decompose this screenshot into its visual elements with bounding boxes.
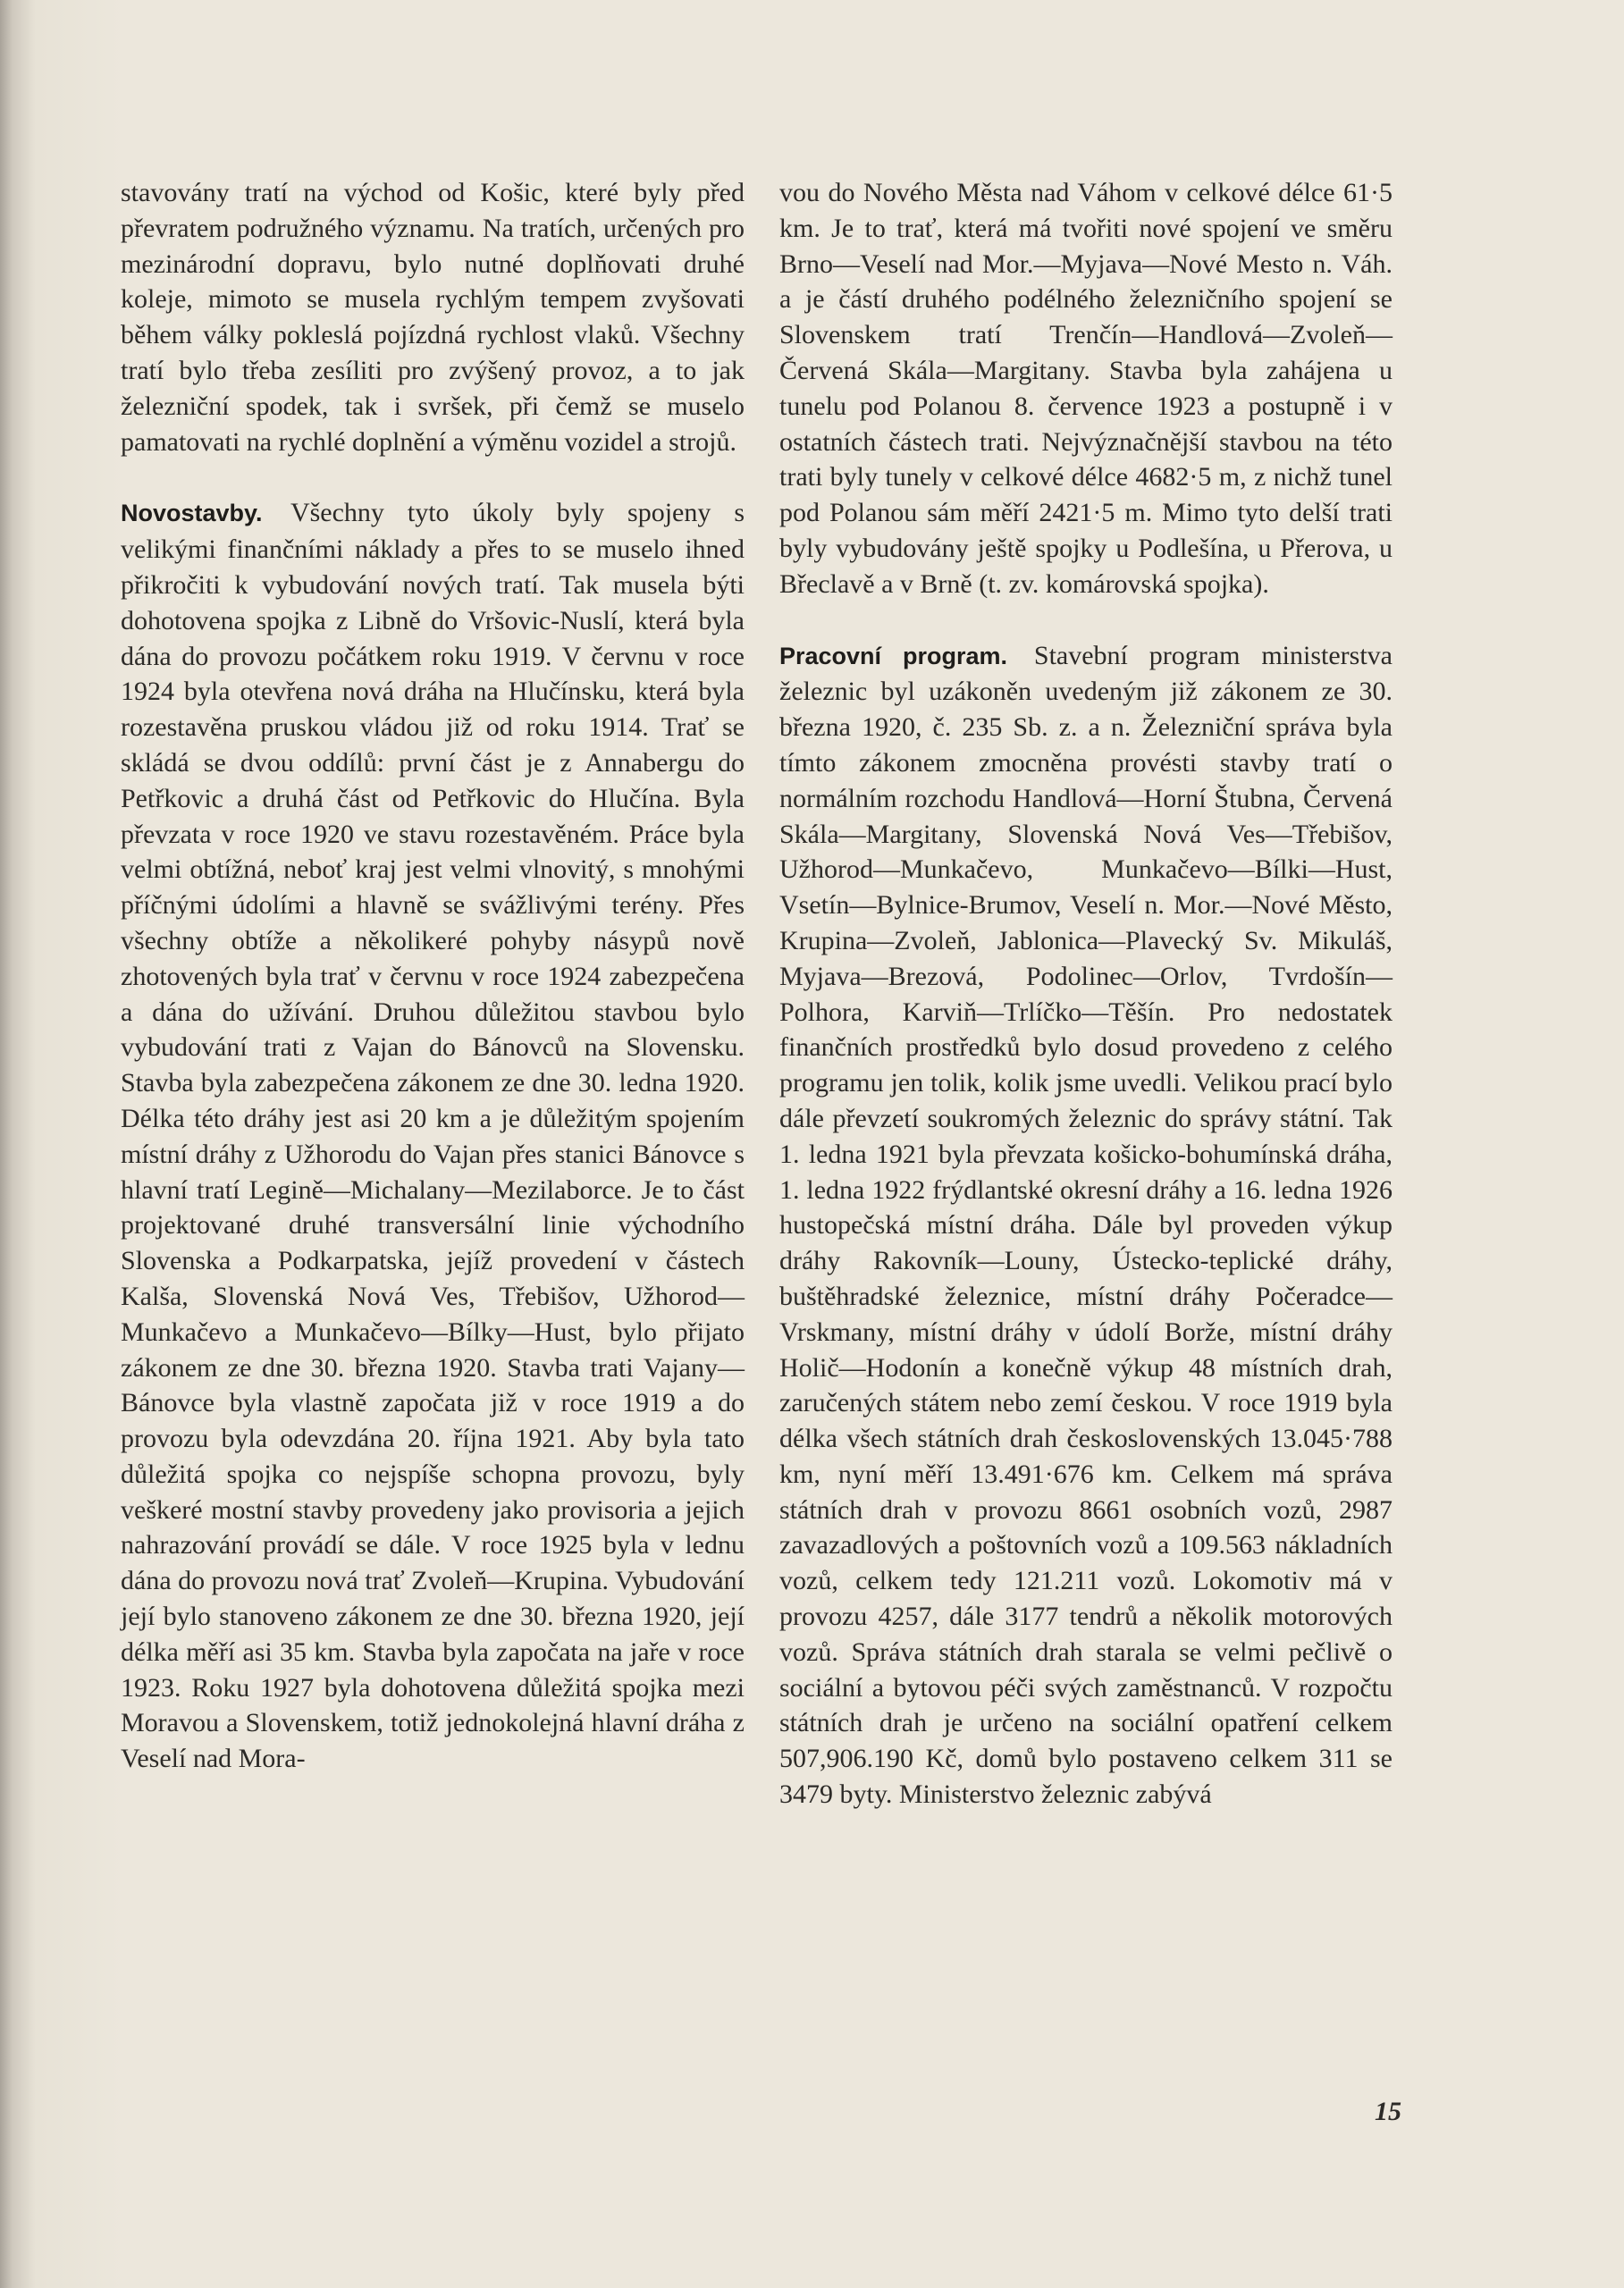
left-section-paragraph: [121, 495, 745, 1777]
section-heading-novostavby: Novostavby.: [121, 500, 263, 527]
right-intro-paragraph: vou do Nového Města nad Váhom v celkové délce 61·5 km. Je to trať, která má tvořiti nové spojení ve směru Brno—Veselí nad Mor.—Myjava—Nové Mesto n. Váh. a je částí druhého podélného železničního spojení se Slovenskem tratí Trenčín—Handlová—Zvoleň—Červená Skála—Margitany. Stavba byla zahájena u tunelu pod Polanou 8. července 1923 a postupně i v ostatních částech trati. Nejvýznačnější stavbou na této trati byly tunely v celkové délce 4682·5 m, z nichž tunel pod Polanou sám měří 2421·5 m. Mimo tyto delší trati byly vybudovány ještě spojky u Podlešína, u Přerova, u Břeclavě a v Brně (t. zv. komárovská spojka).: [779, 178, 1393, 599]
section-text-novostavby: Všechny tyto úkoly byly spojeny s velikými finančními náklady a přes to se muselo ihned přikročiti k vybudování nových tratí. Tak musela býti dohotovena spojka z Libně do Vršovic-Nuslí, která byla dána do provozu počátkem roku 1919. V červnu v roce 1924 byla otevřena nová dráha na Hlučínsku, která byla rozestavěna pruskou vládou již od roku 1914. Trať se skládá se dvou oddílů: první část je z Annabergu do Petřkovic a druhá část od Petřkovic do Hlučína. Byla převzata v roce 1920 ve stavu rozestavěném. Práce byla velmi obtížná, neboť kraj jest velmi vlnovitý, s mnohými příčnými údolími a hlavně se svážlivými terény. Přes všechny obtíže a několikeré pohyby násypů nově zhotovených byla trať v červnu v roce 1924 zabezpečena a dána do užívání. Druhou důležitou stavbou bylo vybudování trati z Vajan do Bánovců na Slovensku. Stavba byla zabezpečena zákonem ze dne 30. ledna 1920. Délka této dráhy jest asi 20 km a je důležitým spojením místní dráhy z Užhorodu do Vajan přes stanici Bánovce s hlavní tratí Legině—Michalany—Mezilaborce. Je to část projektované druhé transversální linie východního Slovenska a Podkarpatska, jejíž provedení v částech Kalša, Slovenská Nová Ves, Třebišov, Užhorod—Munkačevo a Munkačevo—Bílky—Hust, bylo přijato zákonem ze dne 30. března 1920. Stavba trati Vajany—Bánovce byla vlastně započata již v roce 1919 a do provozu byla odevzdána 20. října 1921. Aby byla tato důležitá spojka co nejspíše schopna provozu, byly veškeré mostní stavby provedeny jako provisoria a jejich nahrazování provádí se dále. V roce 1925 byla v lednu dána do provozu nová trať Zvoleň—Krupina. Vybudování její bylo stanoveno zákonem ze dne 30. března 1920, její délka měří asi 35 km. Stavba byla započata na jaře v roce 1923. Roku 1927 byla dohotovena důležitá spojka mezi Moravou a Slovenskem, totiž jednokolejná hlavní dráha z Veselí nad Mora-: [121, 498, 745, 1774]
section-text-pracovni-program: Stavební program ministerstva železnic byl uzákoněn uvedeným již zákonem ze 30. března 1920, č. 235 Sb. z. a n. Železniční správa byla tímto zákonem zmocněna provésti stavby tratí o normálním rozchodu Handlová—Horní Štubna, Červená Skála—Margitany, Slovenská Nová Ves—Třebišov, Užhorod—Munkačevo, Munkačevo—Bílki—Hust, Vsetín—Bylnice-Brumov, Veselí n. Mor.—Nové Město, Krupina—Zvoleň, Jablonica—Plavecký Sv. Mikuláš, Myjava—Brezová, Podolinec—Orlov, Tvrdošín—Polhora, Karviň—Trlíčko—Těšín. Pro nedostatek finančních prostředků bylo dosud provedeno z celého programu jen tolik, kolik jsme uvedli. Velikou prací bylo dále převzetí soukromých železnic do správy státní. Tak 1. ledna 1921 byla převzata košicko-bohumínská dráha, 1. ledna 1922 frýdlantské okresní dráhy a 16. ledna 1926 hustopečská místní dráha. Dále byl proveden výkup dráhy Rakovník—Louny, Ústecko-teplické dráhy, buštěhradské železnice, místní dráhy Počeradce—Vrskmany, místní dráhy v údolí Borže, místní dráhy Holič—Hodonín a konečně výkup 48 místních drah, zaručených státem nebo zemí českou. V roce 1919 byla délka všech státních drah československých 13.045·788 km, nyní měří 13.491·676 km. Celkem má správa státních drah v provozu 8661 osobních vozů, 2987 zavazadlových a poštovních vozů a 109.563 nákladních vozů, celkem tedy 121.211 vozů. Lokomotiv má v provozu 4257, dále 3177 tendrů a několik motorových vozů. Správa státních drah starala se velmi pečlivě o sociální a bytovou péči svých zaměstnanců. V rozpočtu státních drah je určeno na sociální opatření celkem 507,906.190 Kč, domů bylo postaveno celkem 311 se 3479 byty. Ministerstvo železnic zabývá: [779, 640, 1393, 1810]
paragraph-gap: [779, 602, 1393, 638]
section-heading-pracovni-program: Pracovní program.: [779, 642, 1007, 669]
left-column: [121, 175, 745, 1777]
right-section-paragraph: [779, 638, 1393, 1813]
right-column: [779, 175, 1393, 1813]
left-intro-paragraph: stavovány tratí na východ od Košic, které byly před převratem podružného významu. Na tratích, určených pro mezinárodní dopravu, bylo nutné doplňovati druhé koleje, mimoto se musela rychlým tempem zvyšovati během války pokleslá pojízdná rychlost vlaků. Všechny tratí bylo třeba zesíliti pro zvýšený provoz, a to jak železniční spodek, tak i svršek, při čemž se muselo pamatovati na rychlé doplnění a výměnu vozidel a strojů.: [121, 178, 745, 457]
paragraph-gap: [121, 459, 745, 495]
page-number: 15: [1375, 2097, 1401, 2126]
